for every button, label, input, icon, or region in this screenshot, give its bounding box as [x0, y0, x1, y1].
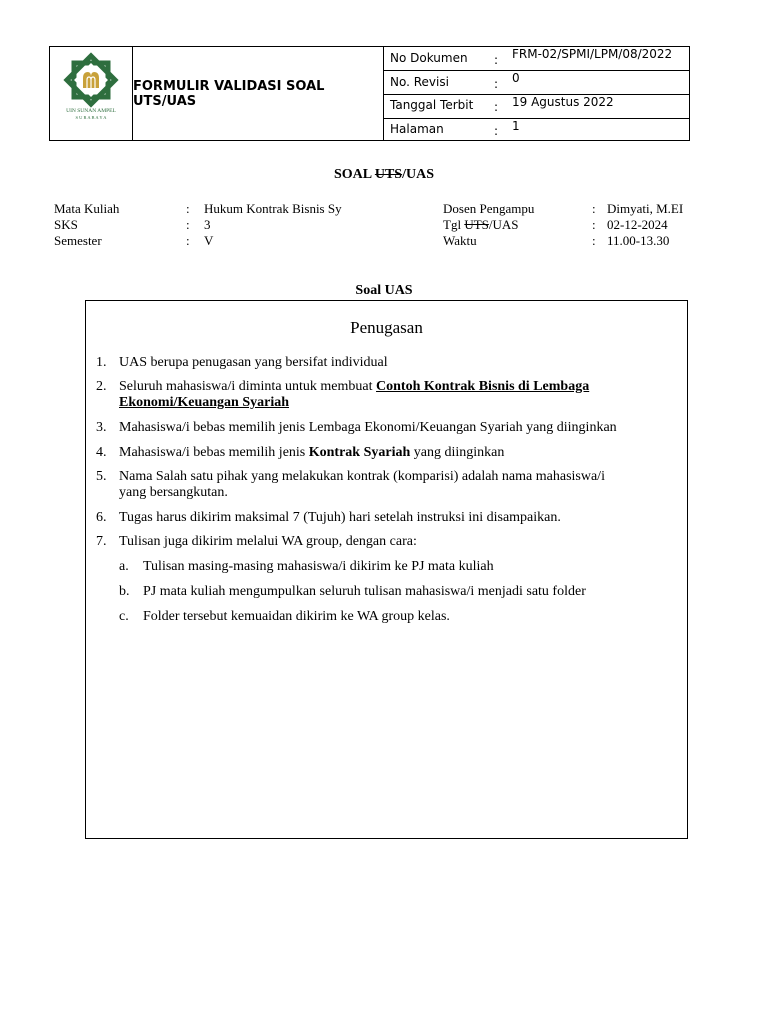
info-colon: : [186, 217, 190, 232]
header-row-divider [383, 70, 689, 71]
task-box: Penugasan 1. UAS berupa penugasan yang bersifat individual 2. Seluruh mahasiswa/i diminta untuk membuat Contoh Kontrak Bisnis di Lembaga Ekonomi/Keuangan Syariah 3. Mahasiswa/i bebas memilih jenis Lembaga Ekonomi/Keuangan Syariah yang diinginkan 4. Mahasiswa/i bebas memilih jenis Kontrak Syariah yang diinginkan 5. Nama Salah satu pihak yang melakukan kontrak (komparisi) adalah nama mahasiswa/i yang bersangkutan. 6. Tugas harus dikirim maksimal 7 (Tujuh) hari setelah instruksi ini disampaikan. 7. Tulisan juga dikirim melalui WA group, dengan cara: a. Tulisan masing-masing mahasiswa/i dikirim ke PJ mata kuliah b. PJ mata kuliah mengumpulkan seluruh tulisan mahasiswa/i menjadi satu folder c. Folder tersebut kemuaidan dikirim ke WA group kelas. [85, 300, 688, 839]
label-dosen-pengampu: Dosen Pengampu [443, 201, 535, 216]
struck-uts: UTS [374, 167, 403, 182]
label-waktu: Waktu [443, 233, 477, 248]
meta-value-no-revisi: 0 [512, 71, 520, 85]
info-colon: : [186, 201, 190, 216]
label-sks: SKS [54, 217, 78, 232]
emphasized-topic: Ekonomi/Keuangan Syariah [119, 395, 289, 410]
value-semester: V [204, 233, 214, 248]
meta-value-no-dokumen: FRM-02/SPMI/LPM/08/2022 [512, 47, 673, 61]
value-waktu: 11.00-13.30 [607, 233, 670, 248]
value-mata-kuliah: Hukum Kontrak Bisnis Sy [204, 201, 342, 216]
header-row-divider [383, 118, 689, 119]
meta-colon: : [494, 124, 499, 138]
bold-term: Kontrak Syariah [308, 445, 411, 460]
logo-text-line2: S U R A B A Y A [75, 115, 107, 120]
value-tgl-uas: 02-12-2024 [607, 217, 668, 232]
meta-colon: : [494, 53, 499, 67]
meta-label-no-dokumen: No Dokumen [390, 51, 468, 65]
task-heading: Penugasan [350, 318, 423, 337]
label-tgl-uas: Tgl UTS/UAS [443, 217, 519, 232]
label-mata-kuliah: Mata Kuliah [54, 201, 120, 216]
label-semester: Semester [54, 233, 102, 248]
meta-label-tanggal-terbit: Tanggal Terbit [390, 98, 474, 112]
meta-label-no-revisi: No. Revisi [390, 75, 449, 89]
uin-sunan-ampel-logo-icon [50, 47, 132, 140]
meta-colon: : [494, 100, 499, 114]
info-colon: : [186, 233, 190, 248]
logo-text-line1: UIN SUNAN AMPEL [66, 108, 116, 114]
emphasized-topic: Contoh Kontrak Bisnis di Lembaga [376, 379, 590, 394]
logo-cell [50, 47, 132, 140]
meta-label-halaman: Halaman [390, 122, 444, 136]
document-header-table [49, 46, 690, 141]
meta-value-tanggal-terbit: 19 Agustus 2022 [512, 95, 614, 109]
info-colon: : [592, 233, 596, 248]
meta-colon: : [494, 77, 499, 91]
section-title: Soal UAS [355, 283, 413, 298]
info-colon: : [592, 217, 596, 232]
value-dosen-pengampu: Dimyati, M.EI [607, 201, 684, 216]
form-title: FORMULIR VALIDASI SOAL UTS/UAS [133, 78, 325, 109]
document-title: SOAL UTS/UAS [334, 167, 434, 182]
info-colon: : [592, 201, 596, 216]
value-sks: 3 [204, 217, 211, 232]
meta-value-halaman: 1 [512, 119, 520, 133]
